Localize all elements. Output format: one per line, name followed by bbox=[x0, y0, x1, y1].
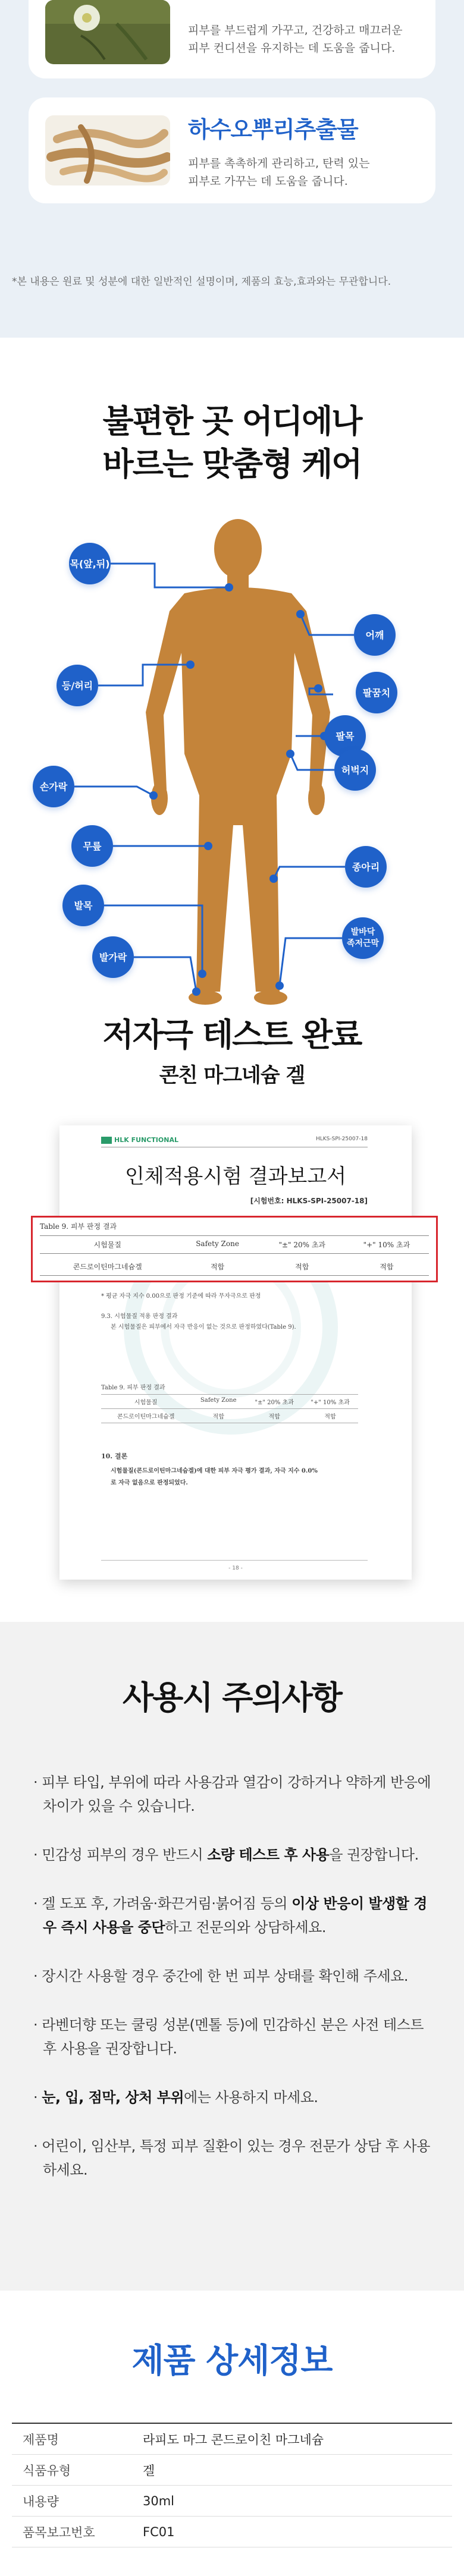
report-line: 9.3. 시험물질 적용 판정 결과 bbox=[101, 1313, 178, 1320]
table-row bbox=[12, 2424, 452, 2455]
report-line: 본 시험물질은 피부에서 자극 반응이 없는 것으로 판정하였다(Table 9). bbox=[111, 1324, 296, 1331]
caution-text: · 어린이, 임산부, 특정 피부 질환이 있는 경우 전문가 상담 후 사용하세요. bbox=[33, 2138, 430, 2178]
table-caption: Table 9. 피부 판정 결과 bbox=[40, 1222, 117, 1231]
table-row: 콘드로이틴마그네슘겔 적합 적합 적합 bbox=[40, 1258, 429, 1276]
table-row bbox=[12, 2486, 452, 2517]
detail-value: 30ml bbox=[143, 2493, 175, 2508]
bubble-neck: 목(앞,뒤) bbox=[69, 543, 111, 584]
caution-list bbox=[33, 1770, 438, 2207]
caution-item bbox=[33, 1892, 438, 1939]
ingredient-section bbox=[0, 0, 464, 338]
mini-result-table: 시험물질 Safety Zone "±" 20% 초과 "+" 10% 초과 콘드로이틴마그네슘겔 적합 적합 적합 bbox=[101, 1394, 358, 1432]
ingredient-description: 피부를 촉촉하게 관리하고, 탄력 있는 피부로 가꾸는 데 도움을 줍니다. bbox=[188, 156, 370, 188]
body-figure bbox=[0, 516, 464, 1009]
ingredient-card bbox=[29, 97, 435, 203]
caution-text: 에는 사용하지 마세요. bbox=[184, 2089, 318, 2106]
report-title: 인체적용시험 결과보고서 bbox=[124, 1165, 347, 1188]
conclusion-line: 시험물질(콘드로이틴마그네슘겔)에 대한 피부 자극 평가 결과, 자극 지수 0.0% bbox=[111, 1468, 318, 1474]
bubble-shoulder: 어깨 bbox=[354, 614, 396, 656]
test-title: 저자극 테스트 완료 bbox=[102, 1016, 362, 1053]
caution-item bbox=[33, 1964, 438, 1988]
conclusion-line: 로 자극 없음으로 판정되었다. bbox=[111, 1480, 188, 1486]
bubble-elbow: 팔꿈치 bbox=[356, 672, 397, 713]
detail-key: 식품유형 bbox=[23, 2463, 71, 2478]
bubble-finger: 손가락 bbox=[33, 766, 74, 807]
ingredient-image-flower bbox=[45, 0, 170, 64]
caution-item bbox=[33, 2086, 438, 2109]
mini-table-caption: Table 9. 피부 판정 결과 bbox=[101, 1385, 165, 1391]
irritation-test-section bbox=[0, 1009, 464, 1622]
caution-emphasis: 이상 반응이 발생할 경우 즉시 사용을 중단 bbox=[43, 1895, 427, 1936]
caution-text: · 겔 도포 후, 가려움·화끈거림·붉어짐 등의 bbox=[33, 1895, 292, 1912]
report-note: * 평균 자극 지수 0.00으로 판정 기준에 따라 무자극으로 판정 bbox=[101, 1293, 261, 1300]
report-number: [시험번호: HLKS-SPI-25007-18] bbox=[250, 1197, 368, 1205]
detail-key: 내용량 bbox=[23, 2494, 59, 2509]
caution-text: · 라벤더향 또는 쿨링 성분(멘톨 등)에 민감하신 분은 사전 테스트 후 사용을 권장합니다. bbox=[33, 2017, 424, 2057]
detail-value: 겔 bbox=[143, 2463, 155, 2478]
detail-value: FC01 bbox=[143, 2524, 175, 2539]
caution-emphasis: 눈, 입, 점막, 상처 부위 bbox=[42, 2089, 184, 2106]
body-map bbox=[0, 516, 464, 1009]
ingredient-name: 하수오뿌리추출물 bbox=[188, 116, 358, 143]
caution-title: 사용시 주의사항 bbox=[123, 1679, 341, 1716]
report-page-number: - 18 - bbox=[228, 1565, 243, 1571]
table-header-row: 시험물질 Safety Zone "±" 20% 초과 "+" 10% 초과 bbox=[40, 1235, 429, 1254]
bubble-toe: 발가락 bbox=[92, 936, 134, 978]
caution-text: · bbox=[33, 2089, 42, 2106]
bubble-sole: 발바닥 족저근막 bbox=[342, 917, 384, 959]
caution-text: · 장시간 사용할 경우 중간에 한 번 피부 상태를 확인해 주세요. bbox=[33, 1968, 408, 1984]
report-logo: HLK FUNCTIONAL bbox=[101, 1136, 178, 1144]
bubble-back: 등/허리 bbox=[57, 665, 98, 706]
bubble-wrist: 팔목 bbox=[324, 715, 366, 757]
caution-section bbox=[0, 1622, 464, 2291]
detail-key: 제품명 bbox=[23, 2432, 59, 2447]
test-report-document bbox=[40, 1125, 412, 1580]
body-care-section bbox=[0, 338, 464, 1009]
caution-item bbox=[33, 2134, 438, 2182]
highlighted-result-table bbox=[31, 1216, 438, 1282]
ingredient-description: 피부를 부드럽게 가꾸고, 건강하고 매끄러운 피부 컨디션을 유지하는 데 도움을 줍니다. bbox=[188, 24, 403, 55]
caution-text: 하고 전문의와 상담하세요. bbox=[165, 1919, 326, 1936]
bubble-ankle: 발목 bbox=[62, 885, 104, 926]
ingredient-image-root bbox=[45, 115, 170, 185]
bubble-knee: 무릎 bbox=[71, 825, 113, 867]
caution-emphasis: 소량 테스트 후 사용 bbox=[207, 1847, 330, 1863]
report-code: HLKS-SPI-25007-18 bbox=[315, 1136, 368, 1142]
detail-table bbox=[12, 2423, 452, 2547]
ingredient-card bbox=[29, 0, 435, 78]
caution-text: 을 권장합니다. bbox=[329, 1847, 419, 1863]
detail-key: 품목보고번호 bbox=[23, 2525, 95, 2540]
detail-value: 라피도 마그 콘드로이친 마그네슘 bbox=[143, 2432, 324, 2447]
product-detail-section bbox=[0, 2291, 464, 2576]
caution-item bbox=[33, 1770, 438, 1818]
conclusion-heading: 10. 결론 bbox=[101, 1452, 128, 1460]
caution-text: · 피부 타입, 부위에 따라 사용감과 열감이 강하거나 약하게 반응에 차이가 있을 수 있습니다. bbox=[33, 1774, 431, 1814]
bubble-calf: 종아리 bbox=[345, 846, 387, 888]
body-care-title: 불편한 곳 어디에나 바르는 맞춤형 케어 bbox=[102, 402, 362, 483]
table-row bbox=[12, 2455, 452, 2486]
test-subtitle: 콘친 마그네슘 겔 bbox=[159, 1064, 305, 1087]
caution-item bbox=[33, 1843, 438, 1867]
table-row bbox=[12, 2517, 452, 2547]
caution-text: · 민감성 피부의 경우 반드시 bbox=[33, 1847, 208, 1863]
bubble-thigh: 허벅지 bbox=[334, 749, 376, 791]
caution-item bbox=[33, 2013, 438, 2061]
ingredient-disclaimer: *본 내용은 원료 및 성분에 대한 일반적인 설명이며, 제품의 효능,효과와는 무관합니다. bbox=[12, 276, 391, 288]
detail-title: 제품 상세정보 bbox=[131, 2342, 333, 2380]
